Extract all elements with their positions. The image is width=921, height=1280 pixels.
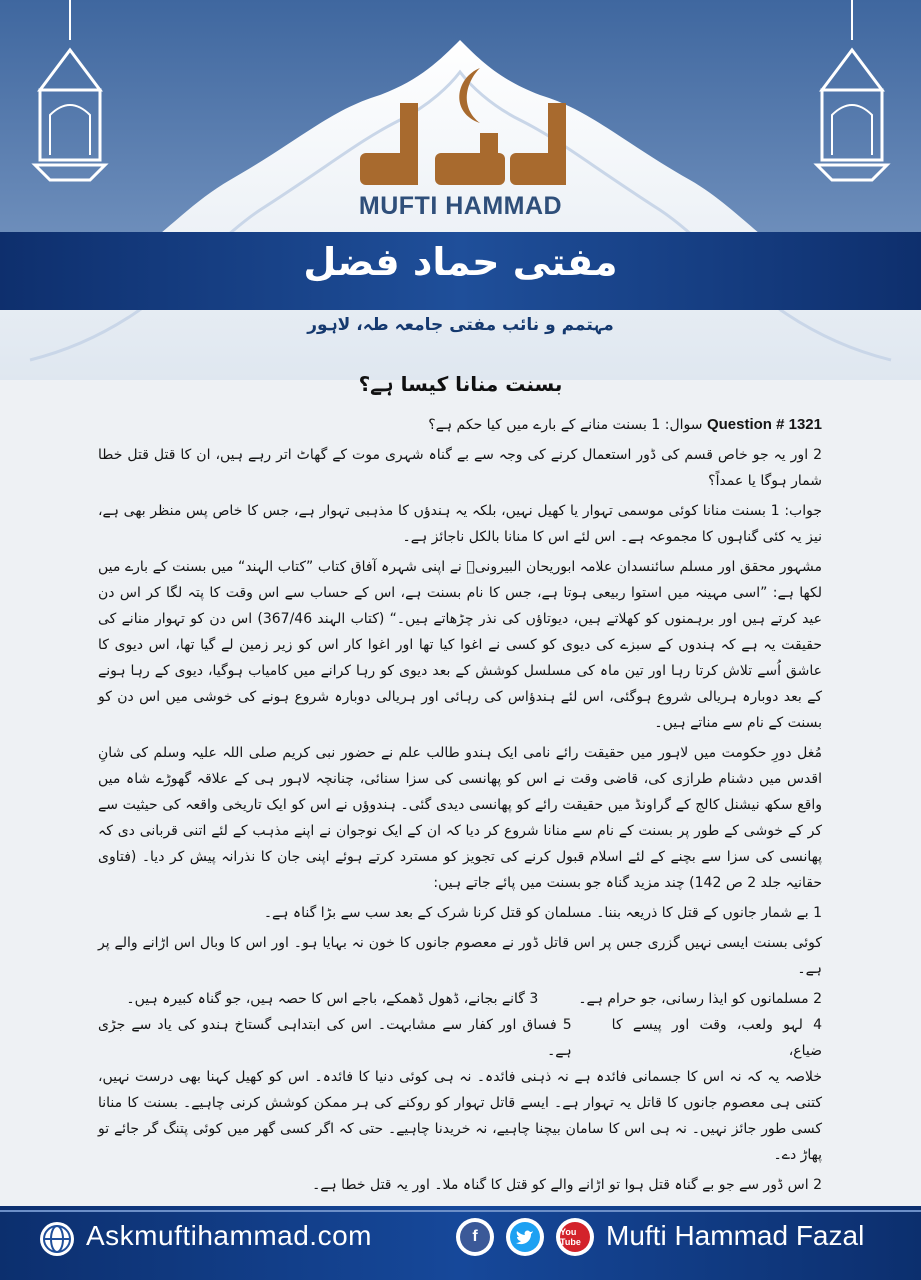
youtube-icon[interactable] [556,1218,594,1256]
list-item: 2 مسلمانوں کو ایذا رسانی، جو حرام ہے۔ [578,991,822,1007]
paragraph: مشہور محقق اور مسلم سائنسدان علامہ ابوریحان البیرونیؒ نے اپنی شہرہ آفاق کتاب ”کتاب الہند“ میں بسنت کے بارے میں لکھا ہے: ”اسی مہینہ میں استوا ربیعی ہوتا ہے، جس کا نام بسنت ہے، اس کے حساب سے اس وقت کا پتہ لگا کر اس دن عید کرتے ہیں اور برہمنوں کو کھلاتے ہیں، دیوتاؤں کی نذر چڑھاتے ہیں۔“ (کتاب الہند 367/46) اس دن کو تہوار منانے کی حقیقت یہ ہے کہ ہندوں کے سبزے کی دیوی کو کسی نے اغوا کیا تھا اور اغوا کار اس کو زیر زمین لے گیا تھا، اس دیوی کا عاشق اُسے تلاش کرتا رہا اور تین ماہ کی مسلسل کوشش کے بعد دیوی کو رہا کرانے میں کامیاب ہوگیا، دیوی کے رہا ہونے کے بعد دوبارہ ہریالی شروع ہوگئی، اس لئے ہندؤاس کی رہائی اور ہریالی دوبارہ شروع ہونے کی خوشی میں اس دن کو بسنت کے نام سے مناتے ہیں۔ [98,559,822,731]
article-body [98,412,822,1202]
footer-name: Mufti Hammad Fazal [606,1220,865,1251]
footer-divider [0,1210,921,1212]
paragraph: 2 اور یہ جو خاص قسم کی ڈور استعمال کرنے کی وجہ سے بے گناہ شہری موت کے گھاٹ اتر رہے ہیں، ان کا قتل قتل خطا شمار ہوگا یا عمداً؟ [98,447,822,489]
question-line [98,412,822,438]
paragraph: جواب: 1 بسنت منانا کوئی موسمی تہوار یا کھیل نہیں، بلکہ یہ ہندؤں کا مذہبی تہوار ہے، جس کا خاص پس منظر بھی ہے، نیز یہ کئی گناہوں کا مجموعہ ہے۔ اس لئے اس کا منانا بالکل ناجائز ہے۔ [98,503,823,545]
paragraph: سوال: 1 بسنت منانے کے بارے میں کیا حکم ہے؟ [428,417,703,433]
facebook-icon[interactable]: f [456,1218,494,1256]
question-number: Question # 1321 [706,416,822,433]
paragraph: مُغل دورِ حکومت میں لاہور میں حقیقت رائے نامی ایک ہندو طالب علم نے حضور نبی کریم صلی اللہ علیہ وسلم کی شانِ اقدس میں دشنام طرازی کی، قاضی وقت نے اس کو پھانسی کی سزا سنائی، چنانچہ لاہور ہی کے علاقہ گھوڑے شاہ میں واقع سکھ نیشنل کالج کے گراونڈ میں حقیقت رائے کو پھانسی دیدی گئی۔ ہندوؤں نے اس کو ایک تاریخی واقعہ کی حیثیت سے کر کے خوشی کے طور پر بسنت کے نام سے منانا شروع کر دیا کہ ان کے ایک نوجوان نے اپنے مذہب کے لئے اتنی قربانی دی کہ پھانسی کی سزا سے بچنے کے لئے اسلام قبول کرنے کی تجویز کو مسترد کرتے ہوئے اپنی جان کا نذرانہ پیش کر دیا۔ (فتاوی حقانیہ جلد 2 ص 142) چند مزید گناہ جو بسنت میں پائے جاتے ہیں: [98,745,822,891]
page-subtitle: مہتمم و نائب مفتی جامعہ طہ، لاہور [307,315,614,335]
list-item: 3 گانے بجانے، ڈھول ڈھمکے، باجے اس کا حصہ ہیں، جو گناہ کبیرہ ہیں۔ [126,991,539,1007]
paragraph: 2 اس ڈور سے جو بے گناہ قتل ہوا تو اڑانے والے کو قتل کا گناہ ملا۔ اور یہ قتل خطا ہے۔ [312,1177,822,1193]
globe-icon [38,1220,76,1258]
list-item: 1 بے شمار جانوں کے قتل کا ذریعہ بننا۔ مسلمان کو قتل کرنا شرک کے بعد سب سے بڑا گناہ ہے۔ [263,905,822,921]
list-item: 5 فساق اور کفار سے مشابہت۔ اس کی ابتداہی گستاخ ہندو کی یاد سے جڑی ہے۔ [98,1017,572,1059]
page-title: مفتی حماد فضل [303,240,618,284]
list-item: کوئی بسنت ایسی نہیں گزری جس پر اس قاتل ڈور نے معصوم جانوں کا خون نہ بہایا ہو۔ اور اس کا وبال اس اڑانے والے پر ہے۔ [98,935,822,977]
website-link[interactable]: Askmuftihammad.com [86,1220,372,1251]
question-heading: بسنت منانا کیسا ہے؟ [358,372,563,396]
youtube-label: You Tube [560,1222,590,1252]
list-row [98,986,822,1012]
list-item: 4 لہو ولعب، وقت اور پیسے کا ضیاع، [611,1017,822,1059]
list-row [98,1012,822,1064]
paragraph: خلاصہ یہ کہ نہ اس کا جسمانی فائدہ ہے نہ ذہنی فائدہ۔ نہ ہی کوئی دنیا کا فائدہ۔ اس کو کھیل کہنا بھی درست نہیں، کتنی ہی معصوم جانوں کا قاتل یہ تہوار ہے۔ ایسے قاتل تہوار کو روکنے کی ہر ممکن کوشش کرنی چاہیے۔ بسنت کا منانا کسی طور جائز نہیں۔ نہ ہی اس کا سامان بیچنا چاہیے، نہ خریدنا چاہیے۔ حتی کہ اگر کسی گھر میں کوئی پتنگ گر جائے تو پھاڑ دے۔ [98,1069,822,1163]
brand-name: MUFTI HAMMAD [358,192,563,220]
twitter-icon[interactable] [506,1218,544,1256]
